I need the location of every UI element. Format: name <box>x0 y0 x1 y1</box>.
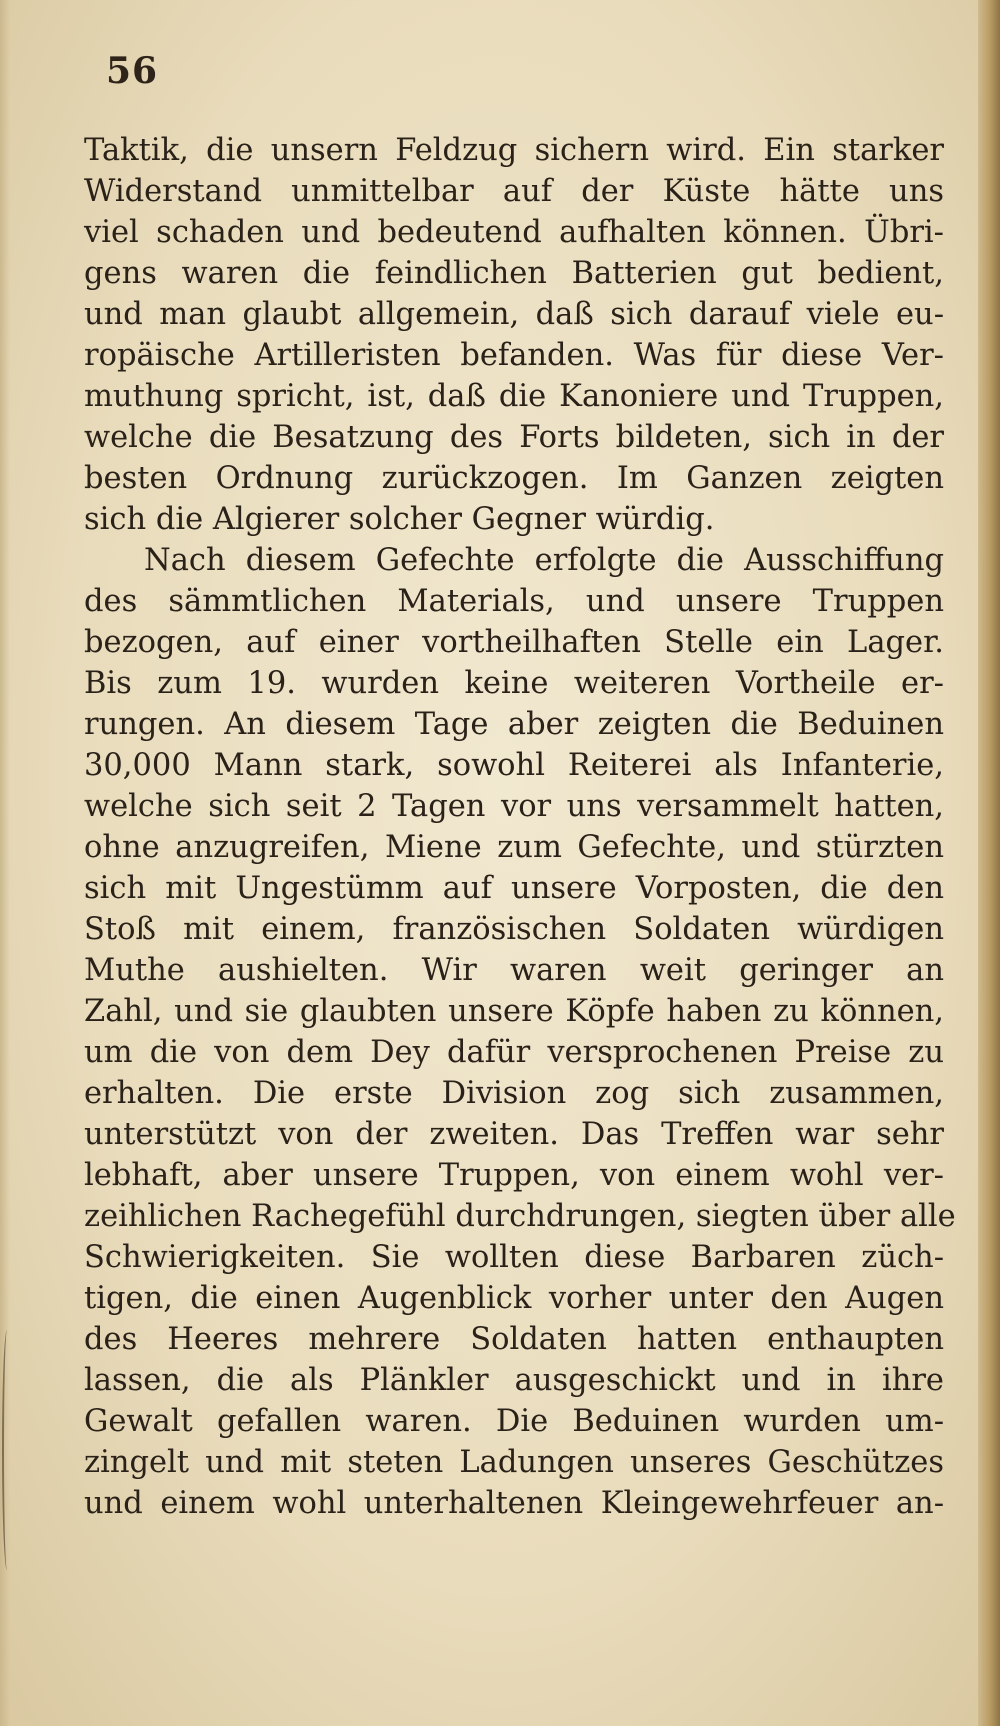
text-line: sich mit Ungestümm auf unsere Vorposten, die den <box>84 871 944 906</box>
text-line: Taktik, die unsern Feldzug sichern wird. Ein starker <box>84 133 944 168</box>
text-line: Gewalt gefallen waren. Die Beduinen wurden um- <box>84 1404 944 1439</box>
text-line: Zahl, und sie glaubten unsere Köpfe haben zu können, <box>84 994 944 1029</box>
text-line: des sämmtlichen Materials, und unsere Truppen <box>84 584 944 619</box>
text-line: und einem wohl unterhaltenen Kleingewehrfeuer an- <box>84 1486 944 1521</box>
text-line: um die von dem Dey dafür versprochenen Preise zu <box>84 1035 944 1070</box>
page-fold-mark <box>2 1330 12 1570</box>
body-text <box>84 130 956 1524</box>
text-line: bezogen, auf einer vortheilhaften Stelle ein Lager. <box>84 625 944 660</box>
page-right-edge <box>978 0 1000 1726</box>
text-line: lebhaft, aber unsere Truppen, von einem wohl ver- <box>84 1158 944 1193</box>
text-line: 30,000 Mann stark, sowohl Reiterei als Infanterie, <box>84 748 944 783</box>
text-line: Nach diesem Gefechte erfolgte die Ausschiffung <box>144 543 944 578</box>
text-line: und man glaubt allgemein, daß sich darauf viele eu- <box>84 297 944 332</box>
text-line: tigen, die einen Augenblick vorher unter den Augen <box>84 1281 944 1316</box>
text-line: welche die Besatzung des Forts bildeten, sich in der <box>84 420 944 455</box>
text-line: Bis zum 19. wurden keine weiteren Vortheile er- <box>84 666 944 701</box>
text-line: lassen, die als Plänkler ausgeschickt und in ihre <box>84 1363 944 1398</box>
text-line: rungen. An diesem Tage aber zeigten die Beduinen <box>84 707 944 742</box>
text-line: ohne anzugreifen, Miene zum Gefechte, und stürzten <box>84 830 944 865</box>
text-line: unterstützt von der zweiten. Das Treffen war sehr <box>84 1117 944 1152</box>
page-number: 56 <box>106 50 159 92</box>
text-line: gens waren die feindlichen Batterien gut bedient, <box>84 256 944 291</box>
text-line: viel schaden und bedeutend aufhalten können. Übri- <box>84 215 944 250</box>
text-line: zeihlichen Rachegefühl durchdrungen, siegten über alle <box>84 1199 956 1234</box>
text-line: erhalten. Die erste Division zog sich zusammen, <box>84 1076 944 1111</box>
text-line: des Heeres mehrere Soldaten hatten enthaupten <box>84 1322 944 1357</box>
text-line: welche sich seit 2 Tagen vor uns versammelt hatten, <box>84 789 944 824</box>
text-line: ropäische Artilleristen befanden. Was für diese Ver- <box>84 338 944 373</box>
text-line: Stoß mit einem, französischen Soldaten würdigen <box>84 912 944 947</box>
text-line: Schwierigkeiten. Sie wollten diese Barbaren züch- <box>84 1240 944 1275</box>
text-line: besten Ordnung zurückzogen. Im Ganzen zeigten <box>84 461 944 496</box>
text-line: sich die Algierer solcher Gegner würdig. <box>84 502 715 537</box>
text-line: zingelt und mit steten Ladungen unseres Geschützes <box>84 1445 944 1480</box>
text-line: Widerstand unmittelbar auf der Küste hätte uns <box>84 174 944 209</box>
text-line: muthung spricht, ist, daß die Kanoniere und Truppen, <box>84 379 944 414</box>
text-line: Muthe aushielten. Wir waren weit geringer an <box>84 953 944 988</box>
